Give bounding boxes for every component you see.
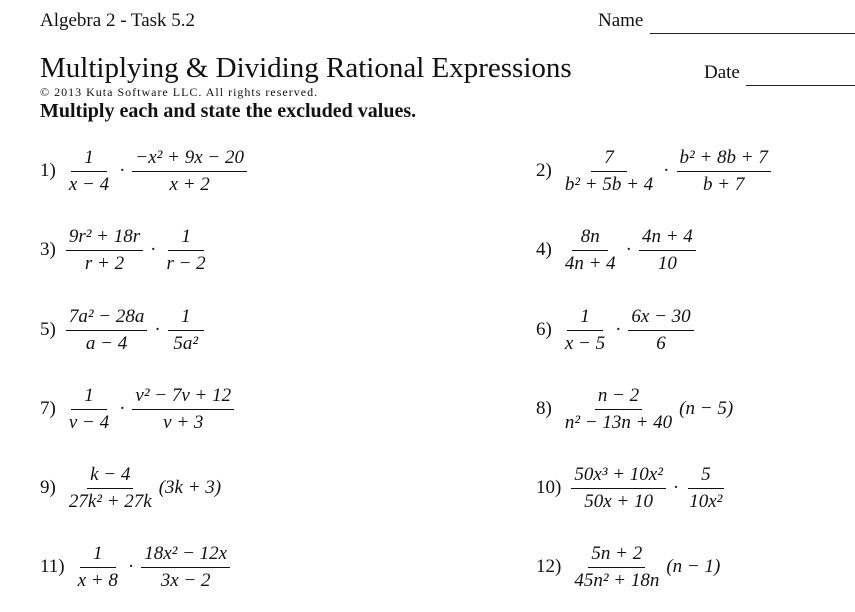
denominator: x − 5 (564, 332, 606, 354)
binomial-factor: (n − 5) (679, 398, 734, 419)
numerator: 1 (567, 306, 603, 331)
copyright-notice: © 2013 Kuta Software LLC. All rights reserved. (40, 85, 319, 99)
denominator: 10 (657, 252, 677, 274)
numerator: 1 (80, 543, 116, 568)
denominator: 5a² (173, 332, 199, 354)
date-label: Date (704, 62, 740, 83)
denominator: 6 (656, 332, 666, 354)
problem-number: 12) (536, 556, 562, 577)
problem-number: 5) (40, 319, 56, 340)
denominator: 50x + 10 (584, 490, 653, 512)
problem-number: 6) (536, 319, 552, 340)
denominator: 45n² + 18n (574, 569, 660, 591)
multiply-dot: · (127, 556, 135, 577)
numerator: 18x² − 12x (141, 543, 230, 568)
multiply-dot: · (625, 239, 632, 260)
denominator: v + 3 (163, 411, 204, 433)
fraction (66, 464, 155, 513)
denominator: 4n + 4 (564, 252, 616, 274)
fraction (628, 306, 693, 355)
problem-number: 7) (40, 398, 56, 419)
problem-11 (40, 542, 232, 592)
fraction (562, 226, 619, 275)
problem-5 (40, 305, 206, 355)
fraction (677, 147, 771, 196)
instructions: Multiply each and state the excluded values. (40, 100, 417, 122)
fraction (66, 385, 112, 434)
fraction (66, 226, 143, 275)
numerator: v² − 7v + 12 (132, 385, 234, 410)
fraction (168, 306, 204, 355)
course-title: Algebra 2 - Task 5.2 (40, 10, 196, 31)
name-label: Name (598, 10, 644, 31)
denominator: a − 4 (85, 332, 128, 354)
numerator: k − 4 (87, 464, 133, 489)
numerator: 1 (71, 147, 107, 172)
problem-number: 11) (40, 556, 65, 577)
denominator: r − 2 (166, 252, 206, 274)
multiply-dot: · (150, 239, 157, 260)
multiply-dot: · (672, 477, 680, 498)
multiply-dot: · (119, 160, 126, 181)
denominator: 10x² (689, 490, 723, 512)
problem-3 (40, 225, 211, 275)
binomial-factor: (3k + 3) (158, 477, 222, 498)
fraction (562, 306, 608, 355)
denominator: 27k² + 27k (68, 490, 152, 512)
denominator: x − 4 (68, 173, 110, 195)
problem-number: 10) (536, 477, 562, 498)
denominator: 3x − 2 (160, 569, 211, 591)
worksheet-title: Multiplying & Dividing Rational Expressions (40, 52, 572, 84)
numerator: 1 (71, 385, 107, 410)
numerator: n − 2 (595, 385, 642, 410)
problem-number: 8) (536, 398, 552, 419)
numerator: 1 (168, 226, 204, 251)
numerator: 9r² + 18r (66, 226, 143, 251)
multiply-dot: · (119, 398, 126, 419)
problem-7 (40, 384, 236, 434)
problem-6 (536, 305, 696, 355)
multiply-dot: · (154, 319, 161, 340)
fraction (562, 147, 656, 196)
fraction (141, 543, 230, 592)
numerator: 8n (572, 226, 608, 251)
problem-12 (536, 542, 720, 592)
numerator: 50x³ + 10x² (571, 464, 666, 489)
numerator: 7a² − 28a (66, 306, 148, 331)
date-field-line[interactable] (746, 85, 855, 86)
problem-number: 9) (40, 477, 56, 498)
fraction (639, 226, 696, 275)
fraction (686, 464, 725, 513)
denominator: v − 4 (68, 411, 110, 433)
problem-4 (536, 225, 698, 275)
name-field-line[interactable] (650, 33, 855, 34)
denominator: b + 7 (703, 173, 745, 195)
fraction (571, 464, 666, 513)
numerator: 4n + 4 (639, 226, 696, 251)
denominator: b² + 5b + 4 (564, 173, 654, 195)
fraction (132, 385, 234, 434)
problem-1 (40, 146, 249, 196)
numerator: 1 (168, 306, 204, 331)
problem-2 (536, 146, 773, 196)
numerator: b² + 8b + 7 (677, 147, 771, 172)
problem-10 (536, 463, 727, 513)
problem-number: 2) (536, 160, 552, 181)
fraction (571, 543, 662, 592)
denominator: n² − 13n + 40 (564, 411, 673, 433)
problem-number: 3) (40, 239, 56, 260)
problem-8 (536, 384, 733, 434)
fraction (562, 385, 675, 434)
binomial-factor: (n − 1) (666, 556, 721, 577)
fraction (66, 147, 112, 196)
multiply-dot: · (615, 319, 622, 340)
numerator: 7 (591, 147, 627, 172)
numerator: 6x − 30 (628, 306, 693, 331)
denominator: x + 8 (77, 569, 118, 591)
problem-number: 4) (536, 239, 552, 260)
problem-number: 1) (40, 160, 56, 181)
fraction (163, 226, 208, 275)
problem-9 (40, 463, 221, 513)
denominator: x + 2 (169, 173, 210, 195)
fraction (75, 543, 121, 592)
numerator: 5n + 2 (588, 543, 645, 568)
numerator: −x² + 9x − 20 (132, 147, 247, 172)
fraction (132, 147, 247, 196)
fraction (66, 306, 148, 355)
numerator: 5 (688, 464, 724, 489)
denominator: r + 2 (84, 252, 125, 274)
multiply-dot: · (663, 160, 670, 181)
